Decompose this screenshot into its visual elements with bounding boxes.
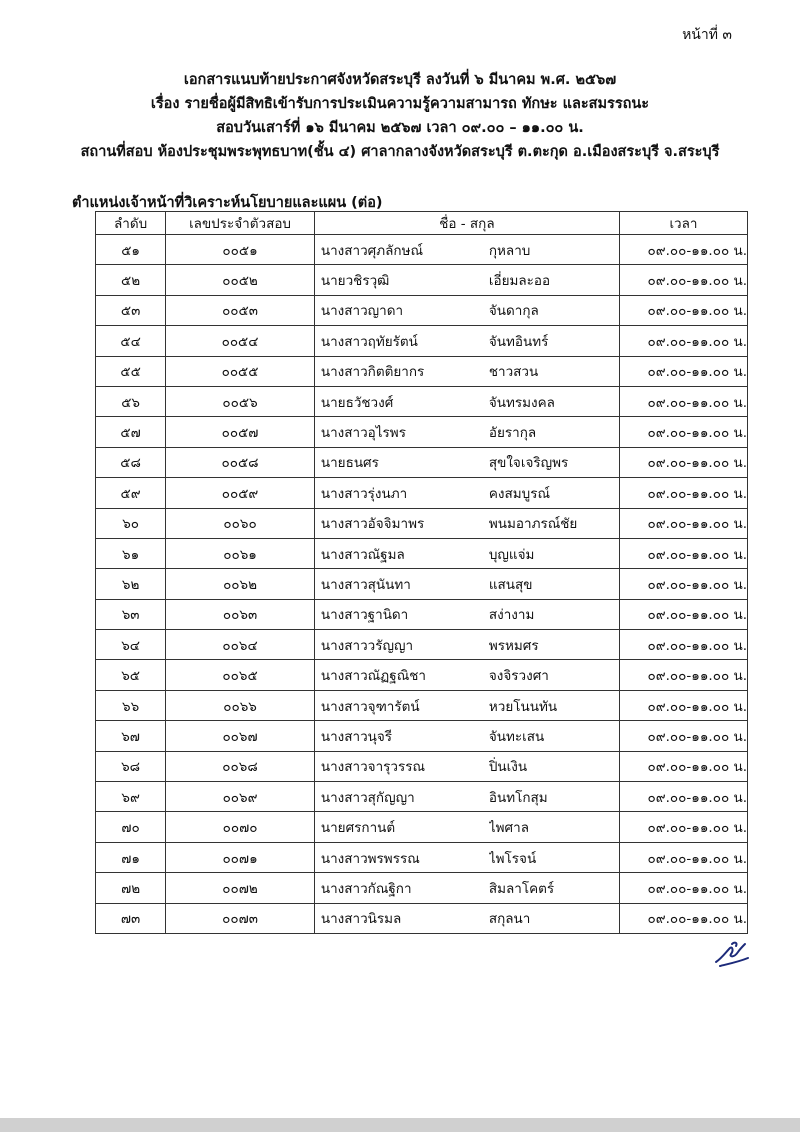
- row-time: ๐๙.๐๐-๑๑.๐๐ น.: [619, 751, 747, 781]
- row-exam-id: ๐๐๕๓: [166, 295, 315, 325]
- row-last-name: กุหลาบ: [488, 242, 531, 259]
- row-no: ๕๖: [96, 386, 166, 416]
- table-body: [96, 235, 748, 934]
- row-time: ๐๙.๐๐-๑๑.๐๐ น.: [619, 569, 747, 599]
- row-last-name: อินทโกสุม: [488, 789, 548, 806]
- row-exam-id: ๐๐๖๖: [166, 690, 315, 720]
- position-title: ตำแหน่งเจ้าหน้าที่วิเคราะห์นโยบายและแผน (ต่อ): [72, 195, 383, 211]
- row-time: ๐๙.๐๐-๑๑.๐๐ น.: [619, 599, 747, 629]
- row-last-name: จันทอินทร์: [488, 333, 549, 350]
- row-name: [314, 356, 619, 386]
- row-time: ๐๙.๐๐-๑๑.๐๐ น.: [619, 873, 747, 903]
- table-row: [96, 842, 748, 872]
- row-first-name: นางสาวรุ่งนภา: [320, 485, 408, 502]
- row-exam-id: ๐๐๕๑: [166, 235, 315, 265]
- header-line-3: สอบวันเสาร์ที่ ๑๖ มีนาคม ๒๕๖๗ เวลา ๐๙.๐๐ – ๑๑.๐๐ น.: [216, 120, 584, 136]
- row-name: [314, 599, 619, 629]
- row-name: [314, 235, 619, 265]
- row-last-name: พรหมศร: [488, 637, 539, 654]
- table-row: [96, 508, 748, 538]
- row-first-name: นางสาวสุกัญญา: [320, 789, 415, 806]
- row-exam-id: ๐๐๖๙: [166, 782, 315, 812]
- row-last-name: แสนสุข: [488, 576, 533, 593]
- row-no: ๕๑: [96, 235, 166, 265]
- row-first-name: นางสาววรัญญา: [320, 637, 414, 654]
- table-row: [96, 599, 748, 629]
- row-no: ๗๓: [96, 903, 166, 933]
- row-no: ๖๔: [96, 630, 166, 660]
- row-first-name: นางสาวอัจจิมาพร: [320, 516, 425, 533]
- row-time: ๐๙.๐๐-๑๑.๐๐ น.: [619, 265, 747, 295]
- row-name: [314, 660, 619, 690]
- row-name: [314, 812, 619, 842]
- table-row: [96, 660, 748, 690]
- row-name: [314, 569, 619, 599]
- row-time: ๐๙.๐๐-๑๑.๐๐ น.: [619, 721, 747, 751]
- row-no: ๖๙: [96, 782, 166, 812]
- row-exam-id: ๐๐๕๘: [166, 447, 315, 477]
- row-time: ๐๙.๐๐-๑๑.๐๐ น.: [619, 782, 747, 812]
- row-exam-id: ๐๐๕๕: [166, 356, 315, 386]
- table-row: [96, 812, 748, 842]
- candidate-table: [95, 211, 748, 934]
- handwritten-signature-icon: [712, 940, 752, 974]
- row-exam-id: ๐๐๖๔: [166, 630, 315, 660]
- row-last-name: หวยโนนทัน: [488, 698, 558, 715]
- row-time: ๐๙.๐๐-๑๑.๐๐ น.: [619, 386, 747, 416]
- row-first-name: นางสาวพรพรรณ: [320, 850, 420, 867]
- scan-edge: [0, 1118, 800, 1132]
- row-first-name: นางสาวอุไรพร: [320, 425, 406, 442]
- row-name: [314, 842, 619, 872]
- row-no: ๕๓: [96, 295, 166, 325]
- row-time: ๐๙.๐๐-๑๑.๐๐ น.: [619, 690, 747, 720]
- table-row: [96, 690, 748, 720]
- row-name: [314, 508, 619, 538]
- table-row: [96, 751, 748, 781]
- row-exam-id: ๐๐๕๒: [166, 265, 315, 295]
- row-last-name: สุขใจเจริญพร: [488, 455, 569, 472]
- row-first-name: นางสาวนุจรี: [320, 728, 393, 745]
- row-last-name: อัยรากุล: [488, 425, 537, 442]
- row-no: ๖๑: [96, 538, 166, 568]
- row-last-name: เอี่ยมละออ: [488, 273, 551, 290]
- row-exam-id: ๐๐๖๒: [166, 569, 315, 599]
- row-name: [314, 903, 619, 933]
- row-last-name: จงจิรวงศา: [488, 668, 549, 685]
- row-time: ๐๙.๐๐-๑๑.๐๐ น.: [619, 903, 747, 933]
- row-last-name: จันดากุล: [488, 303, 539, 320]
- table-row: [96, 295, 748, 325]
- row-no: ๕๒: [96, 265, 166, 295]
- row-exam-id: ๐๐๖๐: [166, 508, 315, 538]
- row-first-name: นางสาวศุภลักษณ์: [320, 242, 423, 259]
- row-first-name: นางสาวนิรมล: [320, 911, 402, 928]
- row-name: [314, 538, 619, 568]
- row-no: ๖๗: [96, 721, 166, 751]
- row-last-name: สกุลนา: [488, 911, 531, 928]
- row-exam-id: ๐๐๗๒: [166, 873, 315, 903]
- row-no: ๖๖: [96, 690, 166, 720]
- row-name: [314, 386, 619, 416]
- row-time: ๐๙.๐๐-๑๑.๐๐ น.: [619, 417, 747, 447]
- table-row: [96, 569, 748, 599]
- row-last-name: คงสมบูรณ์: [488, 485, 550, 502]
- table-row: [96, 356, 748, 386]
- row-last-name: ปิ่นเงิน: [488, 759, 528, 776]
- row-last-name: ชาวสวน: [488, 364, 539, 381]
- row-last-name: ไพศาล: [488, 820, 529, 837]
- row-no: ๗๑: [96, 842, 166, 872]
- row-time: ๐๙.๐๐-๑๑.๐๐ น.: [619, 630, 747, 660]
- row-name: [314, 447, 619, 477]
- header-exam-id: เลขประจำตัวสอบ: [166, 212, 315, 235]
- row-first-name: นางสาวณัฐมล: [320, 546, 405, 563]
- row-name: [314, 721, 619, 751]
- row-time: ๐๙.๐๐-๑๑.๐๐ น.: [619, 447, 747, 477]
- row-no: ๖๓: [96, 599, 166, 629]
- table-row: [96, 235, 748, 265]
- table-row: [96, 903, 748, 933]
- header-time: เวลา: [619, 212, 747, 235]
- table-row: [96, 721, 748, 751]
- table-row: [96, 873, 748, 903]
- row-last-name: จันทรมงคล: [488, 394, 555, 411]
- table-row: [96, 265, 748, 295]
- row-last-name: สิมลาโคตร์: [488, 880, 555, 897]
- header-name: ชื่อ - สกุล: [314, 212, 619, 235]
- row-first-name: นางสาวฐานิดา: [320, 607, 409, 624]
- row-time: ๐๙.๐๐-๑๑.๐๐ น.: [619, 235, 747, 265]
- row-exam-id: ๐๐๖๑: [166, 538, 315, 568]
- table-row: [96, 326, 748, 356]
- row-exam-id: ๐๐๖๗: [166, 721, 315, 751]
- row-last-name: จันทะเสน: [488, 728, 545, 745]
- row-name: [314, 265, 619, 295]
- row-exam-id: ๐๐๕๔: [166, 326, 315, 356]
- row-exam-id: ๐๐๕๗: [166, 417, 315, 447]
- row-time: ๐๙.๐๐-๑๑.๐๐ น.: [619, 295, 747, 325]
- row-time: ๐๙.๐๐-๑๑.๐๐ น.: [619, 326, 747, 356]
- row-no: ๕๔: [96, 326, 166, 356]
- row-name: [314, 751, 619, 781]
- row-name: [314, 478, 619, 508]
- row-time: ๐๙.๐๐-๑๑.๐๐ น.: [619, 812, 747, 842]
- row-no: ๖๘: [96, 751, 166, 781]
- row-no: ๕๕: [96, 356, 166, 386]
- row-exam-id: ๐๐๗๑: [166, 842, 315, 872]
- table-row: [96, 782, 748, 812]
- row-exam-id: ๐๐๗๓: [166, 903, 315, 933]
- row-last-name: พนมอาภรณ์ชัย: [488, 516, 578, 533]
- row-name: [314, 782, 619, 812]
- row-last-name: บุญแจ่ม: [488, 546, 535, 563]
- row-time: ๐๙.๐๐-๑๑.๐๐ น.: [619, 478, 747, 508]
- header-line-1: เอกสารแนบท้ายประกาศจังหวัดสระบุรี ลงวันที่ ๖ มีนาคม พ.ศ. ๒๕๖๗: [183, 72, 617, 88]
- row-first-name: นางสาวจุฑารัตน์: [320, 698, 420, 715]
- row-last-name: สง่างาม: [488, 607, 535, 624]
- row-no: ๖๐: [96, 508, 166, 538]
- row-first-name: นางสาวฤทัยรัตน์: [320, 333, 418, 350]
- row-no: ๕๘: [96, 447, 166, 477]
- header-line-4: สถานที่สอบ ห้องประชุมพระพุทธบาท(ชั้น ๔) ศาลากลางจังหวัดสระบุรี ต.ตะกุด อ.เมืองสระบุรี จ.สระบุรี: [80, 144, 720, 160]
- table-row: [96, 417, 748, 447]
- row-first-name: นายศรกานต์: [320, 820, 396, 837]
- row-name: [314, 873, 619, 903]
- row-first-name: นายธนศร: [320, 455, 379, 472]
- header-no: ลำดับ: [96, 212, 166, 235]
- row-no: ๗๒: [96, 873, 166, 903]
- document-header: [0, 68, 800, 164]
- row-name: [314, 690, 619, 720]
- row-no: ๖๕: [96, 660, 166, 690]
- table-row: [96, 386, 748, 416]
- row-first-name: นางสาวสุนันทา: [320, 576, 411, 593]
- row-first-name: นางสาวกิตติยากร: [320, 364, 425, 381]
- row-first-name: นางสาวณัฏฐณิชา: [320, 668, 426, 685]
- row-name: [314, 630, 619, 660]
- row-first-name: นางสาวญาดา: [320, 303, 404, 320]
- row-first-name: นายวชิรวุฒิ: [320, 273, 390, 290]
- row-exam-id: ๐๐๕๖: [166, 386, 315, 416]
- row-time: ๐๙.๐๐-๑๑.๐๐ น.: [619, 660, 747, 690]
- row-time: ๐๙.๐๐-๑๑.๐๐ น.: [619, 842, 747, 872]
- row-name: [314, 295, 619, 325]
- row-exam-id: ๐๐๖๘: [166, 751, 315, 781]
- row-last-name: ไพโรจน์: [488, 850, 537, 867]
- table-row: [96, 478, 748, 508]
- page-number: หน้าที่ ๓: [682, 27, 732, 43]
- row-exam-id: ๐๐๗๐: [166, 812, 315, 842]
- row-no: ๕๙: [96, 478, 166, 508]
- row-exam-id: ๐๐๖๕: [166, 660, 315, 690]
- row-first-name: นางสาวจารุวรรณ: [320, 759, 426, 776]
- row-time: ๐๙.๐๐-๑๑.๐๐ น.: [619, 356, 747, 386]
- row-exam-id: ๐๐๖๓: [166, 599, 315, 629]
- row-no: ๖๒: [96, 569, 166, 599]
- row-name: [314, 326, 619, 356]
- row-no: ๗๐: [96, 812, 166, 842]
- row-exam-id: ๐๐๕๙: [166, 478, 315, 508]
- row-time: ๐๙.๐๐-๑๑.๐๐ น.: [619, 508, 747, 538]
- row-time: ๐๙.๐๐-๑๑.๐๐ น.: [619, 538, 747, 568]
- row-no: ๕๗: [96, 417, 166, 447]
- table-row: [96, 630, 748, 660]
- table-row: [96, 538, 748, 568]
- table-row: [96, 447, 748, 477]
- row-first-name: นายธวัชวงศ์: [320, 394, 394, 411]
- header-line-2: เรื่อง รายชื่อผู้มีสิทธิเข้ารับการประเมินความรู้ความสามารถ ทักษะ และสมรรถนะ: [150, 96, 650, 112]
- table-header-row: [96, 212, 748, 235]
- row-name: [314, 417, 619, 447]
- row-first-name: นางสาวกัณฐิกา: [320, 880, 412, 897]
